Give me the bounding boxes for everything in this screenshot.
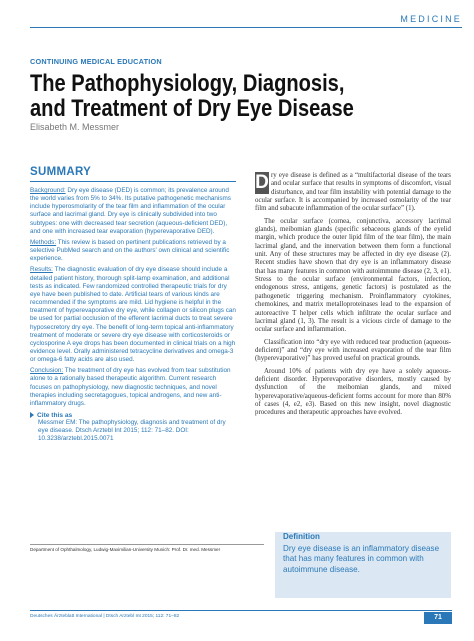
summary-background (30, 187, 236, 236)
triangle-bullet-icon (30, 412, 34, 418)
body-paragraph-3: Classification into “dry eye with reduced tear production (aqueous-deficient)” and “dry eye with increased evaporation of the tear film (hyperevaporative)” has proved useful on practical grounds. (255, 338, 451, 363)
page-number: 71 (424, 612, 452, 624)
title-line-1: The Pathophysiology, Diagnosis, (30, 70, 345, 97)
author-affiliation: Department of Ophthalmology, Ludwig-Maximilian-University Munich: Prof. Dr. med. Messmer (30, 547, 221, 552)
footer-divider (30, 610, 452, 611)
body-paragraph-4: Around 10% of patients with dry eye have a solely aqueous-deficient disorder. Hyperevaporative disorders, mostly caused by dysfunction of the meibomian glands, and mixed hyperevaporative/aqueous-deficient forms account for more than 80% of cases (4, e2, e3). Based on this new insight, novel diagnostic procedures and therapeutic approaches have evolved. (255, 367, 451, 417)
drop-cap: D (255, 172, 269, 193)
body-paragraph-2: The ocular surface (cornea, conjunctiva, accessory lacrimal glands), meibomian glands (specific sebaceous glands of the eyelid margin, which produce the outer lipid film of the tear film), the main lacrimal gland, and the innervation between them form a functional unit. Any of these structures may be affected in dry eye disease (2). Recent studies have shown that dry eye is an inflammatory disease that has many features in common with autoimmune disease (2, 3, e1). Stress to the ocular surface (environmental factors, infection, endogenous stress, antigens, genetic factors) is postulated as the pathogenetic triggering mechanism. Proinflammatory cytokines, chemokines, and matrix metalloproteinases lead to the expansion of autoreactive T helper cells which infiltrate the ocular surface and lacrimal gland (1, 3). The result is a vicious circle of damage to the ocular surface and inflammation. (255, 217, 451, 334)
author-name: Elisabeth M. Messmer (30, 122, 120, 132)
article-title (30, 71, 374, 121)
conclusion-text: The treatment of dry eye has evolved from tear substitution alone to a rationally based therapeutic algorithm. Current research focuses on pathophysiology, new diagnostic techniques, and novel therapies including secretagogues, topical androgens, and new anti-inflammatory drugs. (30, 367, 231, 407)
methods-label: Methods: (30, 238, 57, 246)
summary-conclusion (30, 367, 236, 408)
affiliation-divider (30, 544, 264, 545)
conclusion-label: Conclusion: (30, 367, 64, 375)
summary-results (30, 266, 236, 364)
citation-text: Messmer EM: The pathophysiology, diagnosis and treatment of dry eye disease. Dtsch Arztebl Int 2015; 112: 71–82. DOI: 10.3238/arztebl.2015.0071 (38, 419, 226, 443)
summary-divider (30, 181, 236, 182)
journal-citation: Deutsches Ärzteblatt International | Dtsch Arztebl Int 2015; 112: 71–82 (30, 614, 180, 619)
background-label: Background: (30, 187, 66, 194)
background-text: Dry eye disease (DED) is common; its prevalence around the world varies from 5% to 34%. Its putative pathogenetic mechanisms include hyperosmolarity of the tear film and inflammation of the ocular surface and lacrimal gland. Dry eye is clinically subdivided into two subtypes: one with decreased tear secretion (aqueous-deficient DED), and one with increased tear evaporation (hyperevaporative DED). (30, 187, 231, 235)
body-paragraph-1: ry eye disease is defined as a “multifactorial disease of the tears and ocular surface that results in symptoms of discomfort, visual disturbance, and tear film instability with potential damage to the ocular surface. It is accompanied by increased osmolarity of the tear film and subacute inflammation of the ocular surface” (1). (255, 172, 451, 213)
summary-box (30, 166, 236, 443)
summary-methods (30, 239, 236, 263)
results-label: Results: (30, 266, 53, 274)
section-label: MEDICINE (400, 14, 462, 24)
cite-label: Cite this as (37, 412, 73, 420)
definition-heading: Definition (283, 532, 320, 541)
title-line-2: and Treatment of Dry Eye Disease (30, 95, 354, 122)
results-text: The diagnostic evaluation of dry eye disease should include a detailed patient history, thorough split-lamp examination, and additional tests as indicated. Few randomized controlled therapeutic trials for dry eye have been published to date. Artificial tears of various kinds are recommended if the symptoms are mild. Lid hygiene is helpful in the treatment of hyperevaporative dry eye, while collagen or silicon plugs can be used for partial occlusion of the efferent lacrimal ducts to treat severe hyposecretory dry eye. The benefit of long-term topical anti-inflammatory treatment of moderate or severe dry eye disease with corticosteroids or cyclosporine A eye drops has been documented in clinical trials on a high evidence level. Orally administered tetracycline derivatives and omega-3 or omega-6 fatty acids are also used. (30, 266, 236, 364)
body-text-column (255, 172, 451, 422)
summary-heading: SUMMARY (30, 166, 92, 178)
cite-heading (30, 412, 236, 419)
methods-text: This review is based on pertinent publications retrieved by a selective PubMed search and on the authors' own clinical and scientific experience. (30, 238, 230, 263)
header-divider (30, 27, 462, 28)
definition-text: Dry eye disease is an inflammatory disease that has many features in common with autoimmune disease. (283, 544, 440, 574)
article-kicker: CONTINUING MEDICAL EDUCATION (30, 57, 162, 66)
